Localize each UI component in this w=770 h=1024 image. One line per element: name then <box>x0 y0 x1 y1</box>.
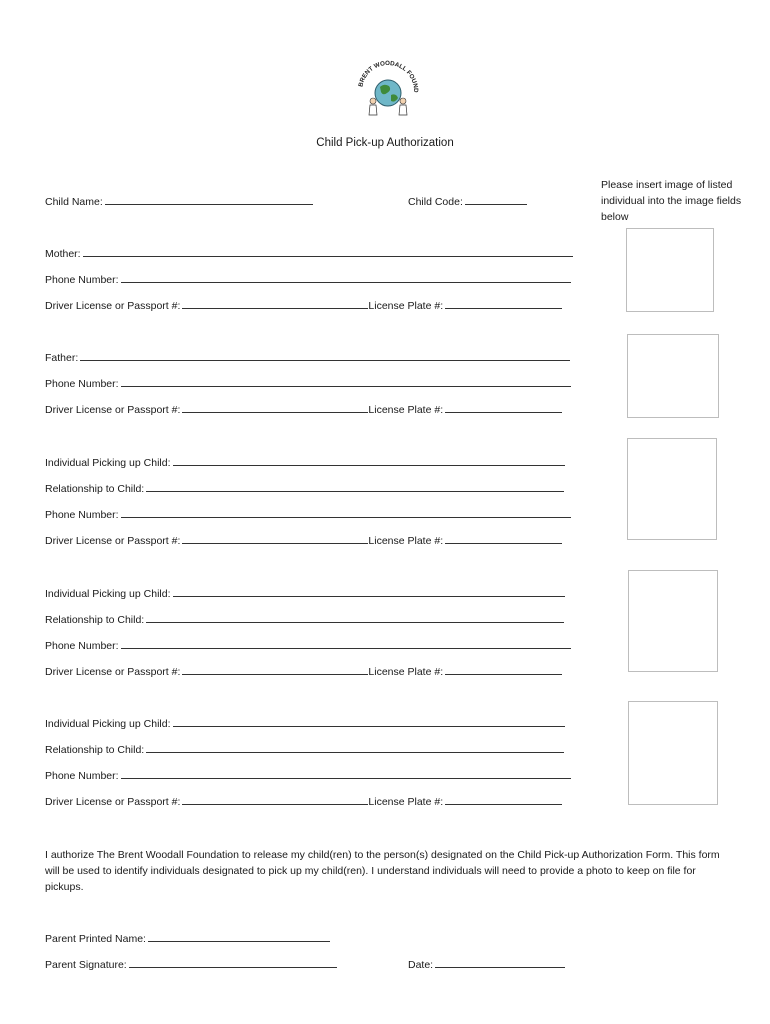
individual-3-phone-field[interactable] <box>45 769 571 782</box>
father-plate-label: License Plate #: <box>368 404 444 416</box>
globe-with-children-icon <box>352 55 424 121</box>
foundation-logo <box>352 55 424 121</box>
relationship-2-line <box>146 613 564 623</box>
authorization-statement: I authorize The Brent Woodall Foundation to release my child(ren) to the person(s) designated on the Child Pick-up Authorization Form. This form will be used to identify individuals designated to pick up my child(ren). I understand individuals will need to provide a photo to keep on file for pickups. <box>45 849 720 893</box>
mother-field[interactable] <box>45 247 573 260</box>
individual-3-field[interactable] <box>45 717 565 730</box>
individual-1-line <box>173 456 565 466</box>
child-name-line <box>105 195 313 205</box>
individual-3-license-line <box>182 795 368 805</box>
logo-arc-text: BRENT WOODALL FOUND <box>357 59 420 93</box>
father-license-field[interactable] <box>45 403 562 416</box>
mother-plate-line <box>445 299 562 309</box>
mother-phone-label: Phone Number: <box>45 274 119 286</box>
date-label: Date: <box>408 959 434 971</box>
mother-license-line <box>182 299 368 309</box>
individual-2-license-label: Driver License or Passport #: <box>45 666 181 678</box>
parent-signature-line <box>129 958 337 968</box>
parent-printed-name-label: Parent Printed Name: <box>45 933 146 945</box>
individual-1-license-label: Driver License or Passport #: <box>45 535 181 547</box>
photo-box-individual-1[interactable] <box>627 438 717 540</box>
individual-3-label: Individual Picking up Child: <box>45 718 171 730</box>
individual-2-license-field[interactable] <box>45 665 562 678</box>
image-instructions: Please insert image of listed individual into the image fields below <box>601 179 742 223</box>
individual-1-phone-label: Phone Number: <box>45 509 119 521</box>
photo-box-mother[interactable] <box>626 228 714 312</box>
mother-line <box>83 247 573 257</box>
individual-3-phone-label: Phone Number: <box>45 770 119 782</box>
individual-2-phone-field[interactable] <box>45 639 571 652</box>
page-title: Child Pick-up Authorization <box>316 137 454 149</box>
individual-2-license-line <box>182 665 368 675</box>
father-label: Father: <box>45 352 79 364</box>
mother-phone-field[interactable] <box>45 273 571 286</box>
individual-1-phone-line <box>121 508 571 518</box>
mother-license-field[interactable] <box>45 299 562 312</box>
father-line <box>80 351 570 361</box>
parent-signature-field[interactable] <box>45 958 337 971</box>
individual-1-phone-field[interactable] <box>45 508 571 521</box>
parent-signature-label: Parent Signature: <box>45 959 127 971</box>
mother-label: Mother: <box>45 248 81 260</box>
child-code-field[interactable] <box>408 195 527 208</box>
relationship-3-field[interactable] <box>45 743 564 756</box>
relationship-3-line <box>146 743 564 753</box>
child-name-field[interactable] <box>45 195 313 208</box>
father-phone-label: Phone Number: <box>45 378 119 390</box>
individual-3-plate-label: License Plate #: <box>368 796 444 808</box>
photo-box-individual-3[interactable] <box>628 701 718 805</box>
individual-2-phone-line <box>121 639 571 649</box>
father-license-line <box>182 403 368 413</box>
individual-2-line <box>173 587 565 597</box>
individual-1-field[interactable] <box>45 456 565 469</box>
relationship-1-label: Relationship to Child: <box>45 483 145 495</box>
father-plate-line <box>445 403 562 413</box>
photo-box-father[interactable] <box>627 334 719 418</box>
child-code-label: Child Code: <box>408 196 463 208</box>
parent-printed-name-field[interactable] <box>45 932 330 945</box>
individual-2-phone-label: Phone Number: <box>45 640 119 652</box>
father-phone-field[interactable] <box>45 377 571 390</box>
date-line <box>435 958 565 968</box>
individual-2-label: Individual Picking up Child: <box>45 588 171 600</box>
mother-plate-label: License Plate #: <box>368 300 444 312</box>
relationship-3-label: Relationship to Child: <box>45 744 145 756</box>
individual-3-plate-line <box>445 795 562 805</box>
individual-3-phone-line <box>121 769 571 779</box>
individual-2-plate-label: License Plate #: <box>368 666 444 678</box>
father-field[interactable] <box>45 351 570 364</box>
individual-1-license-field[interactable] <box>45 534 562 547</box>
child-code-line <box>465 195 527 205</box>
individual-3-license-field[interactable] <box>45 795 562 808</box>
individual-2-plate-line <box>445 665 562 675</box>
individual-1-label: Individual Picking up Child: <box>45 457 171 469</box>
father-license-label: Driver License or Passport #: <box>45 404 181 416</box>
relationship-2-field[interactable] <box>45 613 564 626</box>
photo-box-individual-2[interactable] <box>628 570 718 672</box>
individual-3-line <box>173 717 565 727</box>
individual-1-plate-line <box>445 534 562 544</box>
date-field[interactable] <box>408 958 565 971</box>
child-name-label: Child Name: <box>45 196 103 208</box>
relationship-1-line <box>146 482 564 492</box>
father-phone-line <box>121 377 571 387</box>
mother-phone-line <box>121 273 571 283</box>
parent-printed-name-line <box>148 932 330 942</box>
mother-license-label: Driver License or Passport #: <box>45 300 181 312</box>
individual-2-field[interactable] <box>45 587 565 600</box>
individual-3-license-label: Driver License or Passport #: <box>45 796 181 808</box>
individual-1-license-line <box>182 534 368 544</box>
individual-1-plate-label: License Plate #: <box>368 535 444 547</box>
relationship-2-label: Relationship to Child: <box>45 614 145 626</box>
relationship-1-field[interactable] <box>45 482 564 495</box>
